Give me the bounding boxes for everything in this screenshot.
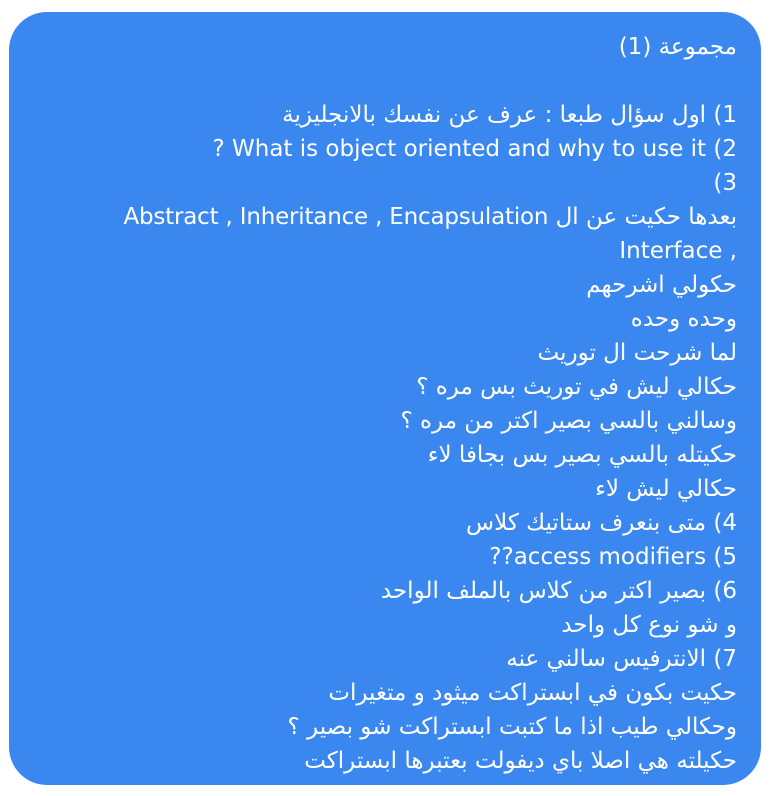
message-line-q5: 5) access modifiers??	[489, 544, 737, 570]
message-line-c-more: وسالني بالسي بصير اكتر من مره ؟	[400, 408, 737, 434]
message-line-q3-interface: , Interface	[619, 238, 737, 264]
message-line-why-once: حكالي ليش في توريث بس مره ؟	[416, 374, 737, 400]
message-line-default: حكيلته هي اصلا باي ديفولت بعتبرها ابستراكت	[304, 748, 737, 774]
message-line-q6: 6) بصير اكتر من كلاس بالملف الواحد	[380, 578, 737, 604]
message-line-what-if: وحكالي طيب اذا ما كتبت ابستراكت شو بصير ؟	[287, 714, 737, 740]
message-line-why-no: حكالي ليش لاء	[595, 476, 737, 502]
message-line-q2: 2) What is object oriented and why to use it ?	[212, 136, 737, 162]
message-line-q4: 4) متى بنعرف ستاتيك كلاس	[466, 510, 737, 536]
message-line-q1: 1) اول سؤال طبعا : عرف عن نفسك بالانجليزية	[282, 102, 737, 128]
message-line-one-by-one: وحده وحده	[630, 306, 737, 332]
message-line-q3: 3)	[713, 170, 737, 196]
message-line-title: مجموعة (1)	[618, 34, 737, 60]
message-line-inheritance: لما شرحت ال توريث	[537, 340, 737, 366]
message-line-java-no: حكيتله بالسي بصير بس بجافا لاء	[427, 442, 737, 468]
message-line-abstract-method: حكيت بكون في ابستراكت ميثود و متغيرات	[328, 680, 737, 706]
message-line-explain: حكولي اشرحهم	[586, 272, 737, 298]
message-line-blank	[33, 64, 737, 98]
message-line-q6-type: و شو نوع كل واحد	[561, 612, 737, 638]
message-line-q3-topics: بعدها حكيت عن ال Abstract , Inheritance , Encapsulation	[123, 204, 737, 230]
message-bubble[interactable]	[9, 12, 761, 785]
message-line-q7: 7) الانترفيس سالني عنه	[506, 646, 737, 672]
